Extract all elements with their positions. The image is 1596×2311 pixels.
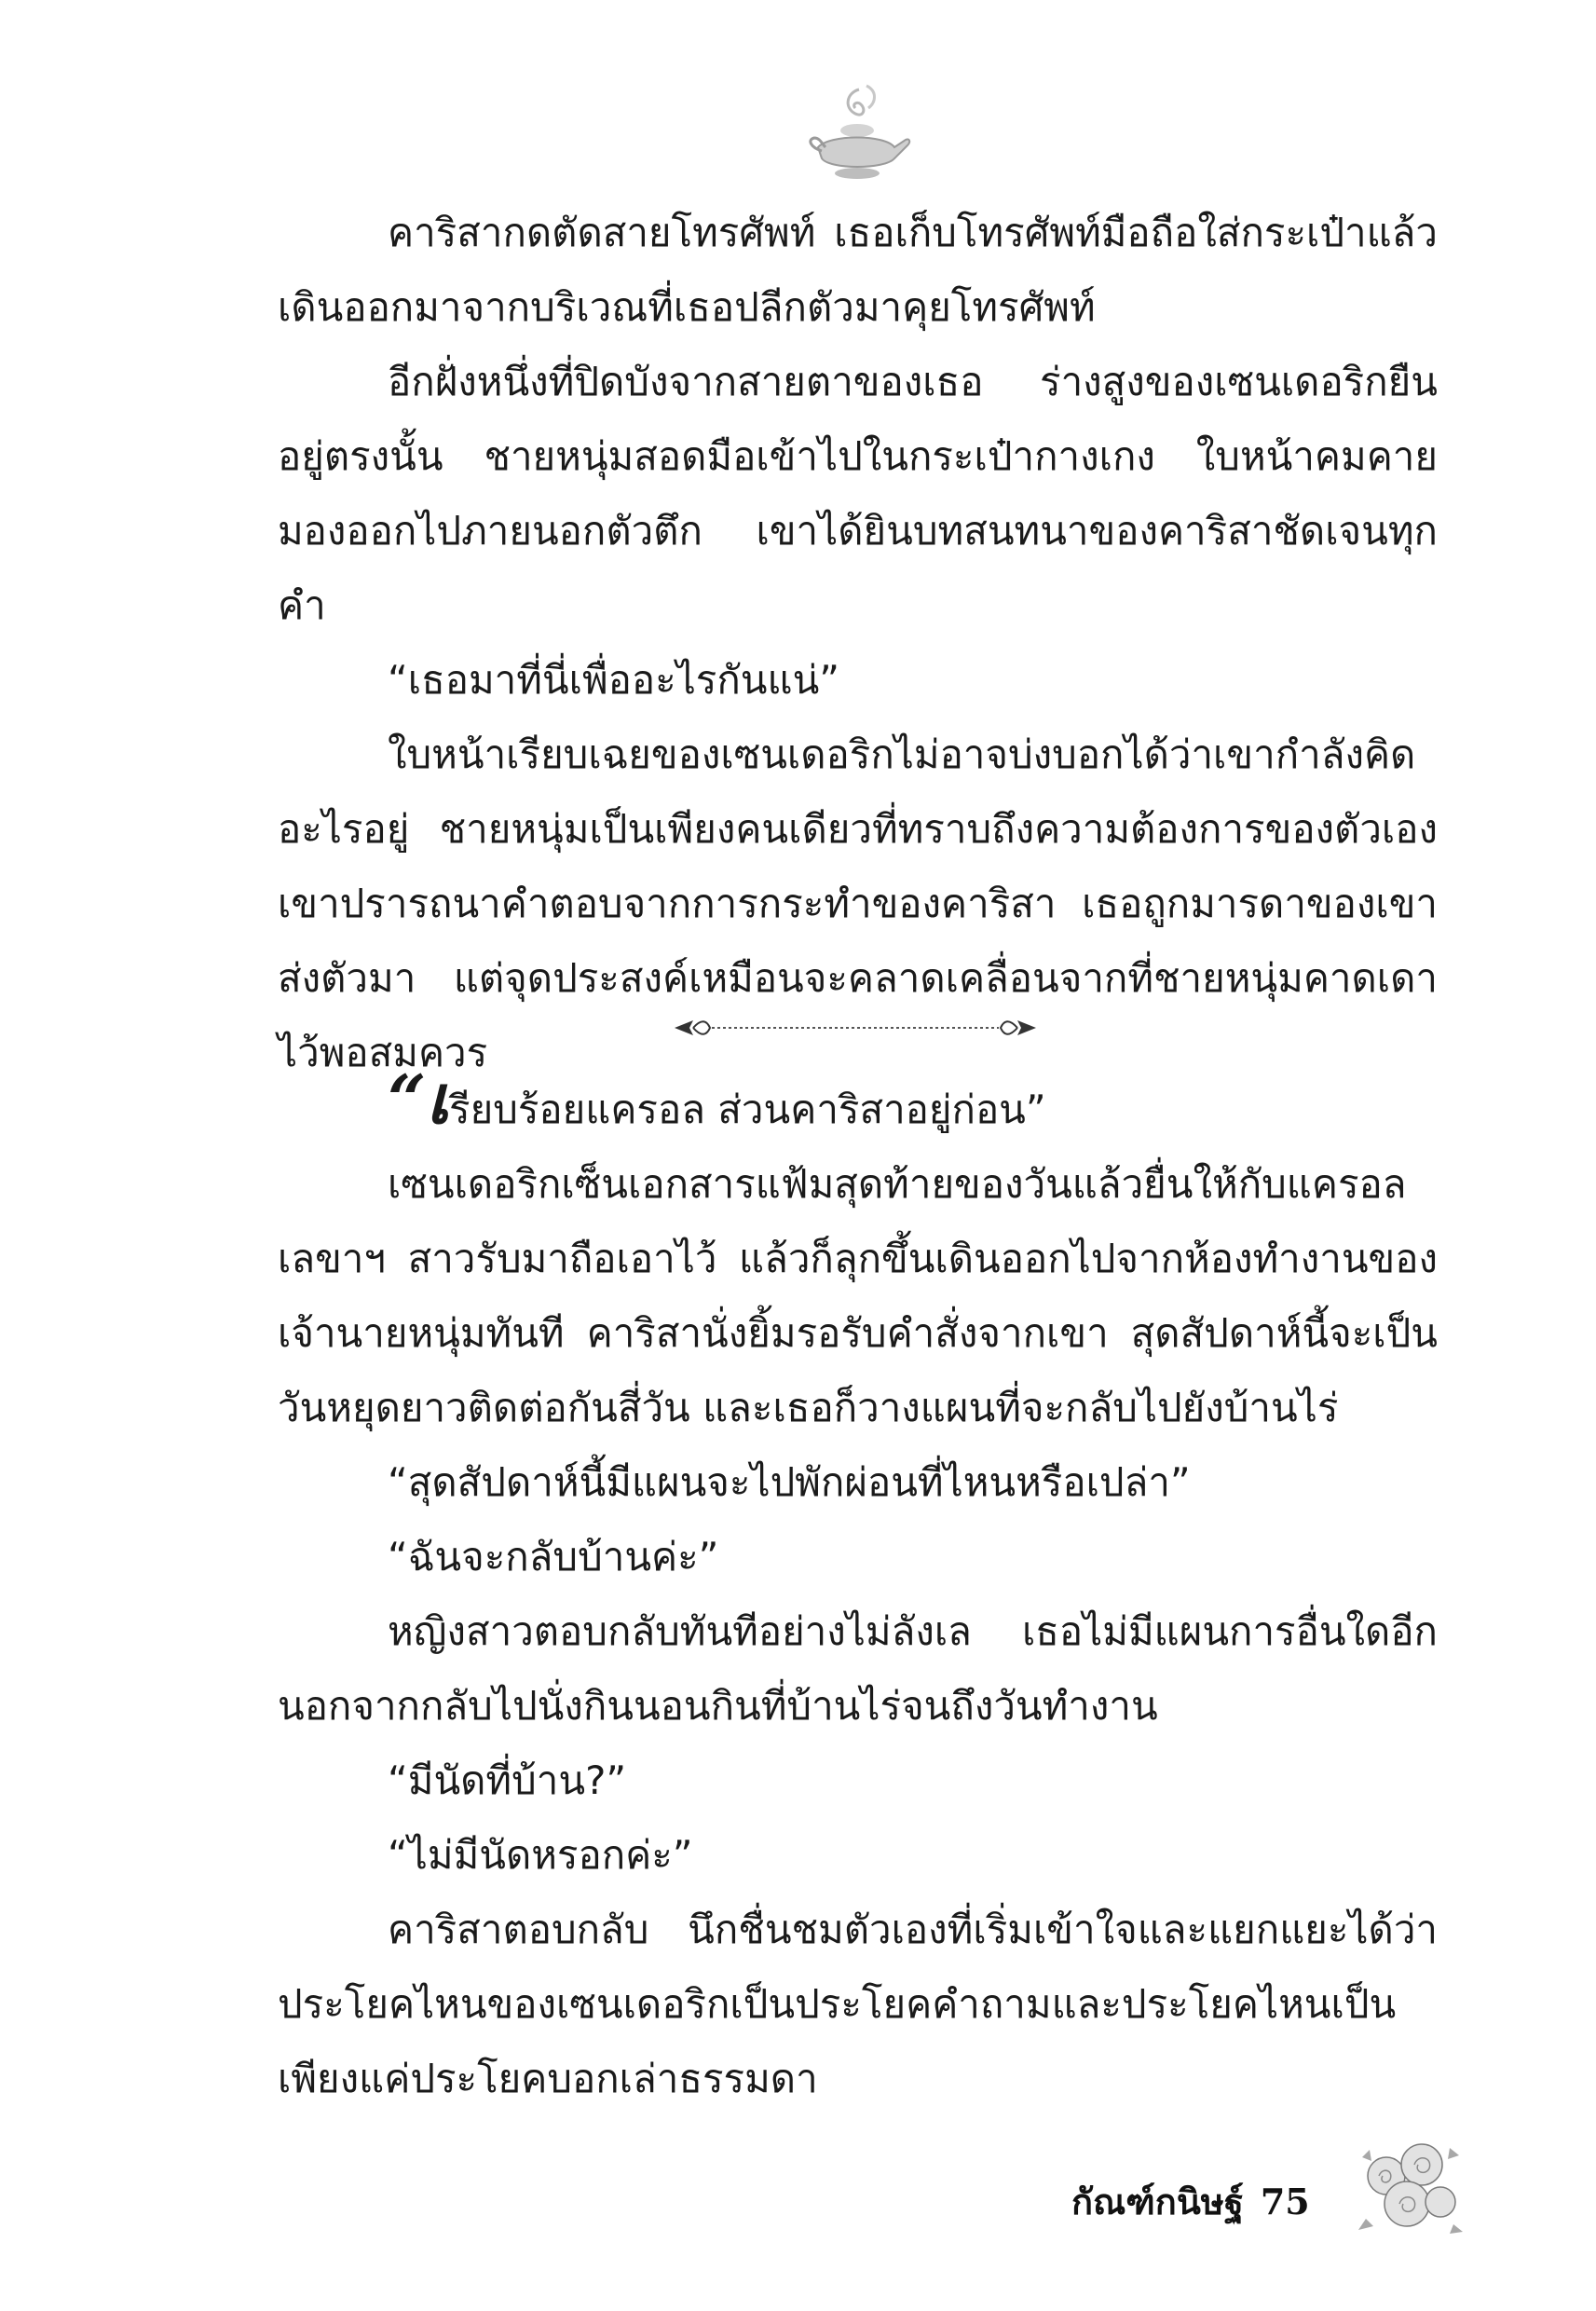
book-title: กัณฑ์กนิษฐ์: [1071, 2180, 1244, 2222]
dialogue-line: “มีนัดที่บ้าน?”: [388, 1757, 627, 1803]
drop-cap: “เ: [388, 1060, 450, 1139]
paragraph: คาริสากดตัดสายโทรศัพท์ เธอเก็บโทรศัพท์มือถือใส่กระเป๋าแล้วเดินออกมาจากบริเวณที่เธอปลีกตัวมาคุยโทรศัพท์: [278, 210, 1438, 330]
dialogue-line: “ไม่มีนัดหรอกค่ะ”: [388, 1832, 693, 1878]
section-2: [278, 1060, 1438, 2116]
section-1: [278, 196, 1438, 1090]
paragraph: เซนเดอริกเซ็นเอกสารแฟ้มสุดท้ายของวันแล้วยื่นให้กับแครอลเลขาฯ สาวรับมาถือเอาไว้ แล้วก็ลุกขึ้นเดินออกไปจากห้องทำงานของเจ้านายหนุ่มทันที คาริสานั่งยิ้มรอรับคำสั่งจากเขา สุดสัปดาห์นี้จะเป็นวันหยุดยาวติดต่อกันสี่วัน และเธอก็วางแผนที่จะกลับไปยังบ้านไร่: [278, 1161, 1438, 1430]
dialogue-line: “ฉันจะกลับบ้านค่ะ”: [388, 1534, 719, 1579]
genie-lamp-icon: [801, 82, 913, 185]
paragraph: อีกฝั่งหนึ่งที่ปิดบังจากสายตาของเธอ ร่างสูงของเซนเดอริกยืนอยู่ตรงนั้น ชายหนุ่มสอดมือเข้าไปในกระเป๋ากางเกง ใบหน้าคมคายมองออกไปภายนอกตัวตึก เขาได้ยินบทสนทนาของคาริสาชัดเจนทุกคำ: [278, 359, 1438, 628]
paragraph: หญิงสาวตอบกลับทันทีอย่างไม่ลังเล เธอไม่มีแผนการอื่นใดอีกนอกจากกลับไปนั่งกินนอนกินที่บ้านไร่จนถึงวันทำงาน: [278, 1608, 1438, 1729]
flower-bouquet-icon: [1349, 2129, 1470, 2250]
page-number: 75: [1260, 2180, 1310, 2222]
dialogue-line: “สุดสัปดาห์นี้มีแผนจะไปพักผ่อนที่ไหนหรือเปล่า”: [388, 1459, 1191, 1505]
page-footer: [1071, 2164, 1310, 2238]
paragraph: คาริสาตอบกลับ นึกชื่นชมตัวเองที่เริ่มเข้าใจและแยกแยะได้ว่าประโยคไหนของเซนเดอริกเป็นประโยคคำถามและประโยคไหนเป็นเพียงแค่ประโยคบอกเล่าธรรมดา: [278, 1907, 1438, 2101]
dialogue-line: “เธอมาที่นี่เพื่ออะไรกันแน่”: [388, 657, 840, 703]
ornamental-divider-icon: [669, 1012, 1042, 1044]
opening-line: [278, 1060, 1438, 1147]
paragraph: ใบหน้าเรียบเฉยของเซนเดอริกไม่อาจบ่งบอกได้ว่าเขากำลังคิดอะไรอยู่ ชายหนุ่มเป็นเพียงคนเดียวที่ทราบถึงความต้องการของตัวเองเขาปรารถนาคำตอบจากการกระทำของคาริสา เธอถูกมารดาของเขาส่งตัวมา แต่จุดประสงค์เหมือนจะคลาดเคลื่อนจากที่ชายหนุ่มคาดเดาไว้พอสมควร: [278, 732, 1438, 1075]
opening-line-text: รียบร้อยแครอล ส่วนคาริสาอยู่ก่อน”: [449, 1087, 1046, 1132]
